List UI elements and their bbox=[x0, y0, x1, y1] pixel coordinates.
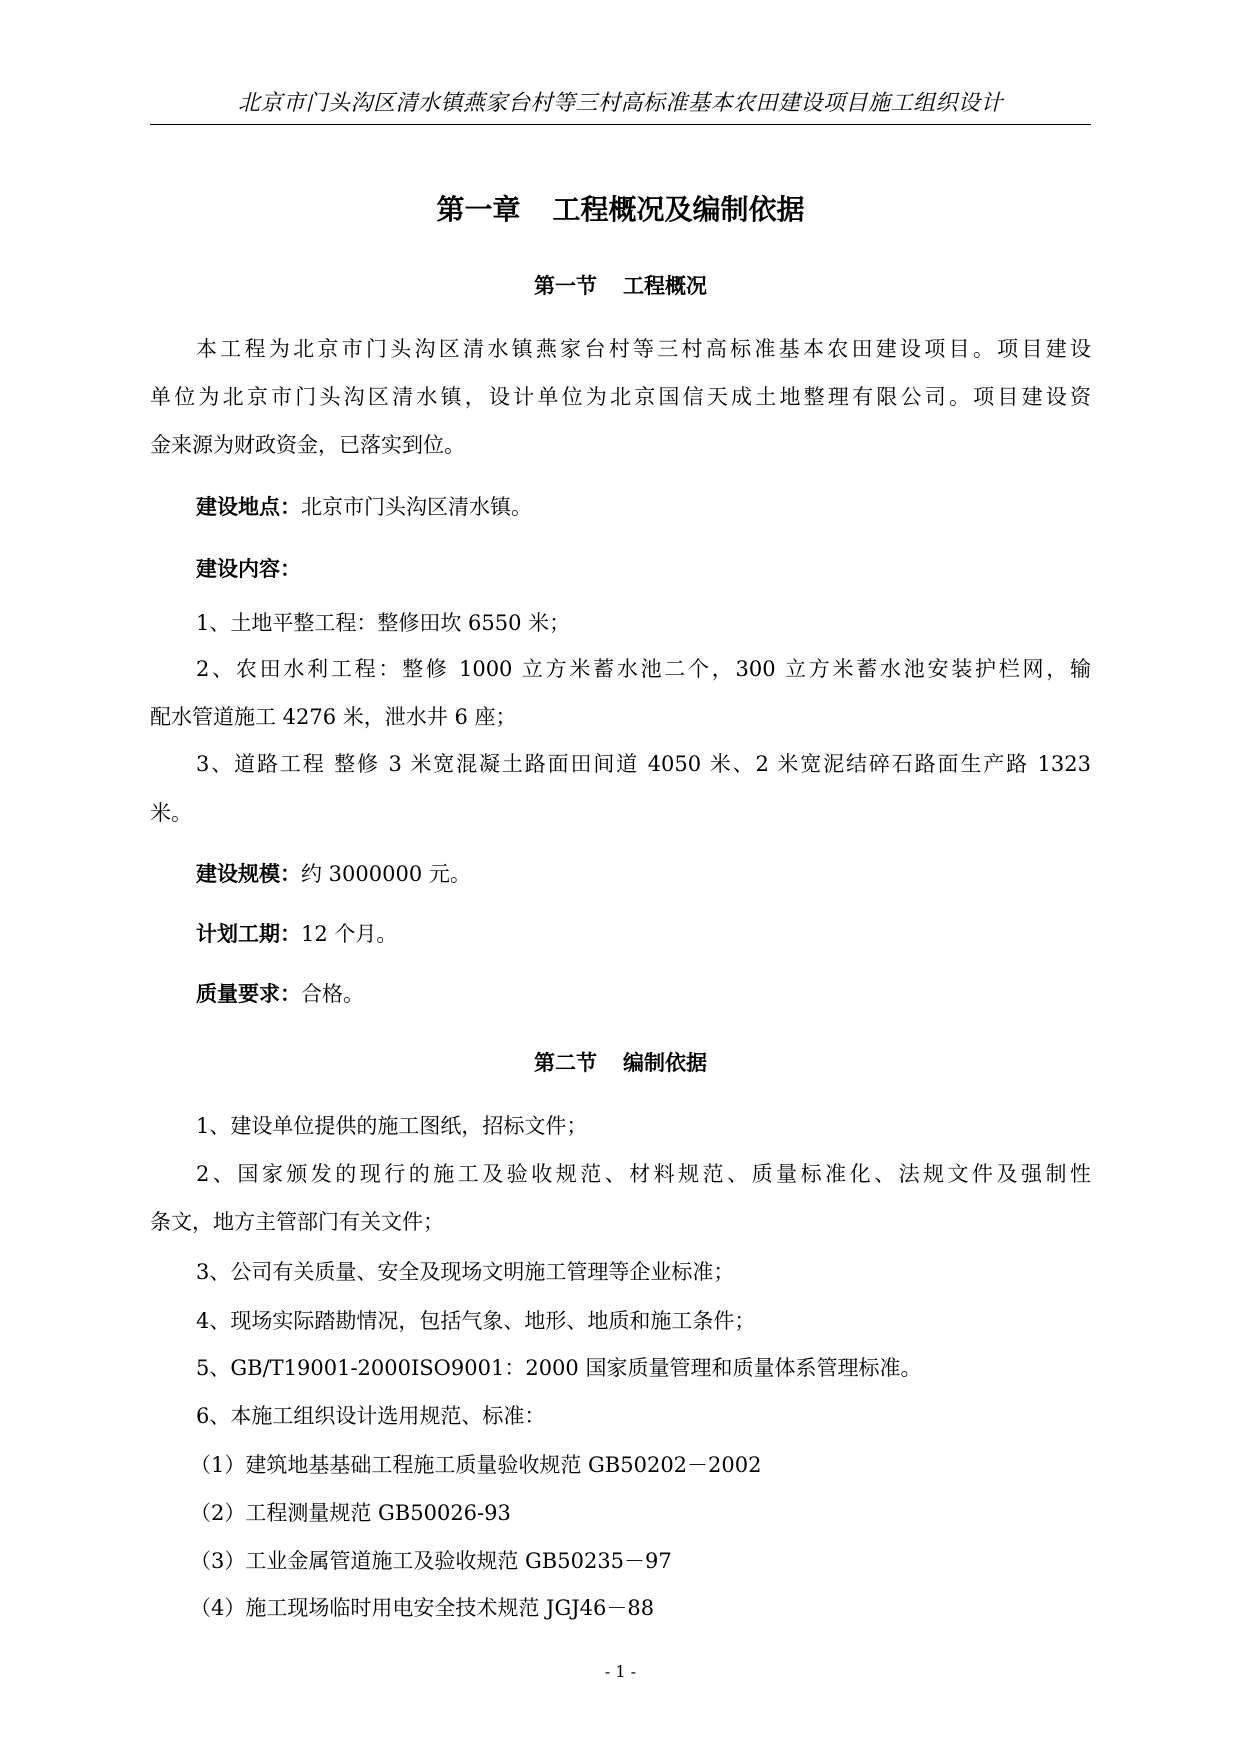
section-name: 编制依据 bbox=[623, 1051, 707, 1075]
list-item: 2、农田水利工程：整修 1000 立方米蓄水池二个，300 立方米蓄水池安装护栏网，输 bbox=[196, 657, 1091, 681]
chapter-name: 工程概况及编制依据 bbox=[552, 193, 805, 226]
location-label: 建设地点： bbox=[196, 495, 301, 519]
page-number: - 1 - bbox=[604, 1662, 637, 1681]
list-item: 5、GB/T19001-2000ISO9001：2000 国家质量管理和质量体系管理标准。 bbox=[196, 1356, 922, 1380]
list-item: 4、现场实际踏勘情况，包括气象、地形、地质和施工条件； bbox=[196, 1309, 756, 1333]
scale-value: 约 3000000 元。 bbox=[301, 862, 471, 886]
standard-item: （2）工程测量规范 GB50026-93 bbox=[190, 1501, 511, 1525]
period-value: 12 个月。 bbox=[301, 922, 398, 946]
list-item: 6、本施工组织设计选用规范、标准： bbox=[196, 1404, 546, 1428]
content-label: 建设内容： bbox=[196, 557, 301, 581]
list-item-continuation: 米。 bbox=[150, 801, 192, 825]
location-value: 北京市门头沟区清水镇。 bbox=[301, 495, 532, 519]
chapter-title bbox=[0, 188, 1241, 228]
list-item: 3、道路工程 整修 3 米宽混凝土路面田间道 4050 米、2 米宽泥结碎石路面生产路 1323 bbox=[196, 752, 1091, 776]
scale-label: 建设规模： bbox=[196, 862, 301, 886]
period-row bbox=[196, 918, 397, 948]
quality-row bbox=[196, 978, 364, 1008]
list-item-continuation: 配水管道施工 4276 米，泄水井 6 座； bbox=[150, 705, 517, 729]
section-title-overview bbox=[0, 270, 1241, 300]
standard-item: （1）建筑地基基础工程施工质量验收规范 GB50202－2002 bbox=[190, 1453, 762, 1477]
section-number: 第一节 bbox=[534, 274, 597, 298]
scale-row bbox=[196, 858, 471, 888]
section-name: 工程概况 bbox=[623, 274, 707, 298]
paragraph-line: 本工程为北京市门头沟区清水镇燕家台村等三村高标准基本农田建设项目。项目建设 bbox=[196, 337, 1091, 361]
chapter-number: 第一章 bbox=[436, 193, 521, 226]
list-item-continuation: 条文，地方主管部门有关文件； bbox=[150, 1210, 444, 1234]
section-title-basis bbox=[0, 1047, 1241, 1077]
list-item: 3、公司有关质量、安全及现场文明施工管理等企业标准； bbox=[196, 1260, 735, 1284]
list-item: 2、国家颁发的现行的施工及验收规范、材料规范、质量标准化、法规文件及强制性 bbox=[196, 1162, 1091, 1186]
standard-item: （3）工业金属管道施工及验收规范 GB50235－97 bbox=[190, 1549, 672, 1573]
section-number: 第二节 bbox=[534, 1051, 597, 1075]
standard-item: （4）施工现场临时用电安全技术规范 JGJ46－88 bbox=[190, 1596, 655, 1620]
location-row bbox=[196, 491, 532, 521]
quality-label: 质量要求： bbox=[196, 982, 301, 1006]
quality-value: 合格。 bbox=[301, 982, 364, 1006]
list-item: 1、土地平整工程：整修田坎 6550 米； bbox=[196, 611, 571, 635]
list-item: 1、建设单位提供的施工图纸，招标文件； bbox=[196, 1114, 588, 1138]
period-label: 计划工期： bbox=[196, 922, 301, 946]
paragraph-line: 单位为北京市门头沟区清水镇，设计单位为北京国信天成土地整理有限公司。项目建设资 bbox=[150, 385, 1091, 409]
running-header: 北京市门头沟区清水镇燕家台村等三村高标准基本农田建设项目施工组织设计 bbox=[237, 91, 1003, 116]
paragraph-line: 金来源为财政资金，已落实到位。 bbox=[150, 433, 465, 457]
header-rule bbox=[150, 124, 1091, 125]
